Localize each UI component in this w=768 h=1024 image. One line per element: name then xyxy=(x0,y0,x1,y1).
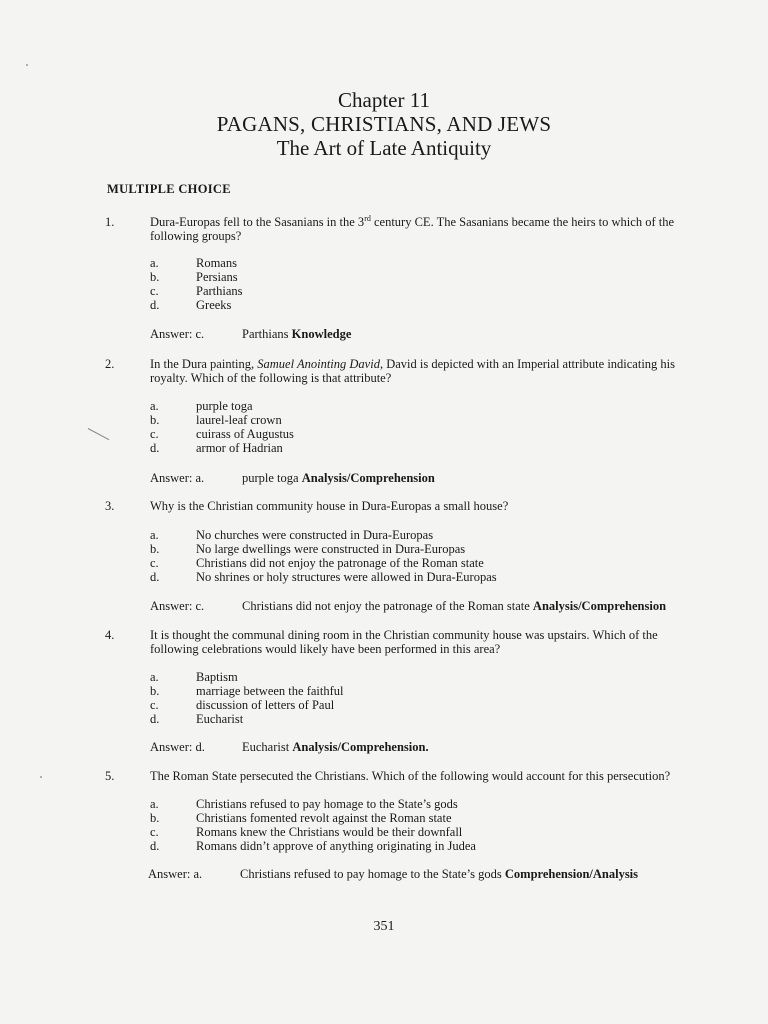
option-text: Romans didn’t approve of anything originating in Judea xyxy=(196,839,476,853)
option-text: Parthians xyxy=(196,284,243,298)
question-number: 1. xyxy=(105,215,115,229)
option-text: armor of Hadrian xyxy=(196,441,283,455)
option-letter: a. xyxy=(150,528,159,542)
option-text: Christians refused to pay homage to the State’s gods xyxy=(196,797,458,811)
answer-label: Answer: a. xyxy=(150,471,205,485)
option-text: laurel-leaf crown xyxy=(196,413,282,427)
question-number: 4. xyxy=(105,628,115,642)
question-text: The Roman State persecuted the Christians. Which of the following would account for this persecution? xyxy=(150,769,671,783)
option-letter: c. xyxy=(150,284,159,298)
option-text: cuirass of Augustus xyxy=(196,427,294,441)
option-letter: a. xyxy=(150,399,159,413)
option-letter: d. xyxy=(150,441,160,455)
answer-category: Analysis/Comprehension xyxy=(301,471,435,485)
option-text: Romans knew the Christians would be their downfall xyxy=(196,825,463,839)
option-letter: c. xyxy=(150,825,159,839)
option-letter: d. xyxy=(150,570,160,584)
scan-speck xyxy=(40,776,42,778)
answer-label: Answer: d. xyxy=(150,740,205,754)
option-text: Christians did not enjoy the patronage of the Roman state xyxy=(196,556,484,570)
pen-mark xyxy=(88,428,110,440)
chapter-header xyxy=(0,88,768,160)
option-text: marriage between the faithful xyxy=(196,684,344,698)
question-number: 5. xyxy=(105,769,115,783)
answer-line xyxy=(150,327,351,342)
question-text: It is thought the communal dining room in the Christian community house was upstairs. Which of the following celebrations would likely have been performed in this area? xyxy=(150,628,658,656)
scan-speck xyxy=(26,64,28,66)
option-text: Christians fomented revolt against the Roman state xyxy=(196,811,452,825)
chapter-title: PAGANS, CHRISTIANS, AND JEWS xyxy=(216,112,552,136)
answer-category: Knowledge xyxy=(291,327,352,341)
answer-text: Christians refused to pay homage to the State’s gods xyxy=(240,867,502,881)
answer-label: Answer: a. xyxy=(148,867,203,881)
option-letter: b. xyxy=(150,542,160,556)
answer-label: Answer: c. xyxy=(150,327,205,341)
option-letter: a. xyxy=(150,256,159,270)
question-text: Dura-Europas fell to the Sasanians in the 3rd century CE. The Sasanians became the heirs to which of the following groups? xyxy=(150,213,675,243)
answer-line xyxy=(150,599,666,614)
option-letter: b. xyxy=(150,270,160,284)
section-heading: MULTIPLE CHOICE xyxy=(107,182,231,196)
option-text: Eucharist xyxy=(196,712,244,726)
option-letter: c. xyxy=(150,698,159,712)
page-number: 351 xyxy=(373,919,395,934)
answer-line xyxy=(150,740,429,755)
option-text: No churches were constructed in Dura-Europas xyxy=(196,528,434,542)
option-letter: d. xyxy=(150,298,160,312)
question-text: In the Dura painting, Samuel Anointing David, David is depicted with an Imperial attribute indicating his royalty. Which of the following is that attribute? xyxy=(150,357,676,385)
option-letter: b. xyxy=(150,684,160,698)
option-letter: b. xyxy=(150,413,160,427)
option-text: Greeks xyxy=(196,298,232,312)
answer-line xyxy=(148,867,638,882)
option-text: discussion of letters of Paul xyxy=(196,698,335,712)
chapter-number: Chapter 11 xyxy=(338,88,430,112)
answer-text: Eucharist xyxy=(242,740,290,754)
option-text: Romans xyxy=(196,256,237,270)
answer-label: Answer: c. xyxy=(150,599,205,613)
option-letter: a. xyxy=(150,670,159,684)
option-letter: c. xyxy=(150,556,159,570)
option-text: Persians xyxy=(196,270,238,284)
option-text: No shrines or holy structures were allowed in Dura-Europas xyxy=(196,570,497,584)
question-number: 2. xyxy=(105,357,115,371)
answer-text: Parthians xyxy=(242,327,289,341)
question-number: 3. xyxy=(105,499,115,513)
answer-text: purple toga xyxy=(242,471,299,485)
option-text: No large dwellings were constructed in Dura-Europas xyxy=(196,542,466,556)
option-letter: d. xyxy=(150,839,160,853)
question-text: Why is the Christian community house in Dura-Europas a small house? xyxy=(150,499,509,513)
answer-category: Analysis/Comprehension. xyxy=(292,740,429,754)
option-text: Baptism xyxy=(196,670,238,684)
answer-text: Christians did not enjoy the patronage of the Roman state xyxy=(242,599,530,613)
answer-category: Analysis/Comprehension xyxy=(532,599,667,613)
option-letter: d. xyxy=(150,712,160,726)
option-letter: a. xyxy=(150,797,159,811)
answer-line xyxy=(150,471,435,486)
chapter-subtitle: The Art of Late Antiquity xyxy=(276,136,492,160)
answer-category: Comprehension/Analysis xyxy=(504,867,639,881)
option-letter: c. xyxy=(150,427,159,441)
option-text: purple toga xyxy=(196,399,253,413)
option-letter: b. xyxy=(150,811,160,825)
